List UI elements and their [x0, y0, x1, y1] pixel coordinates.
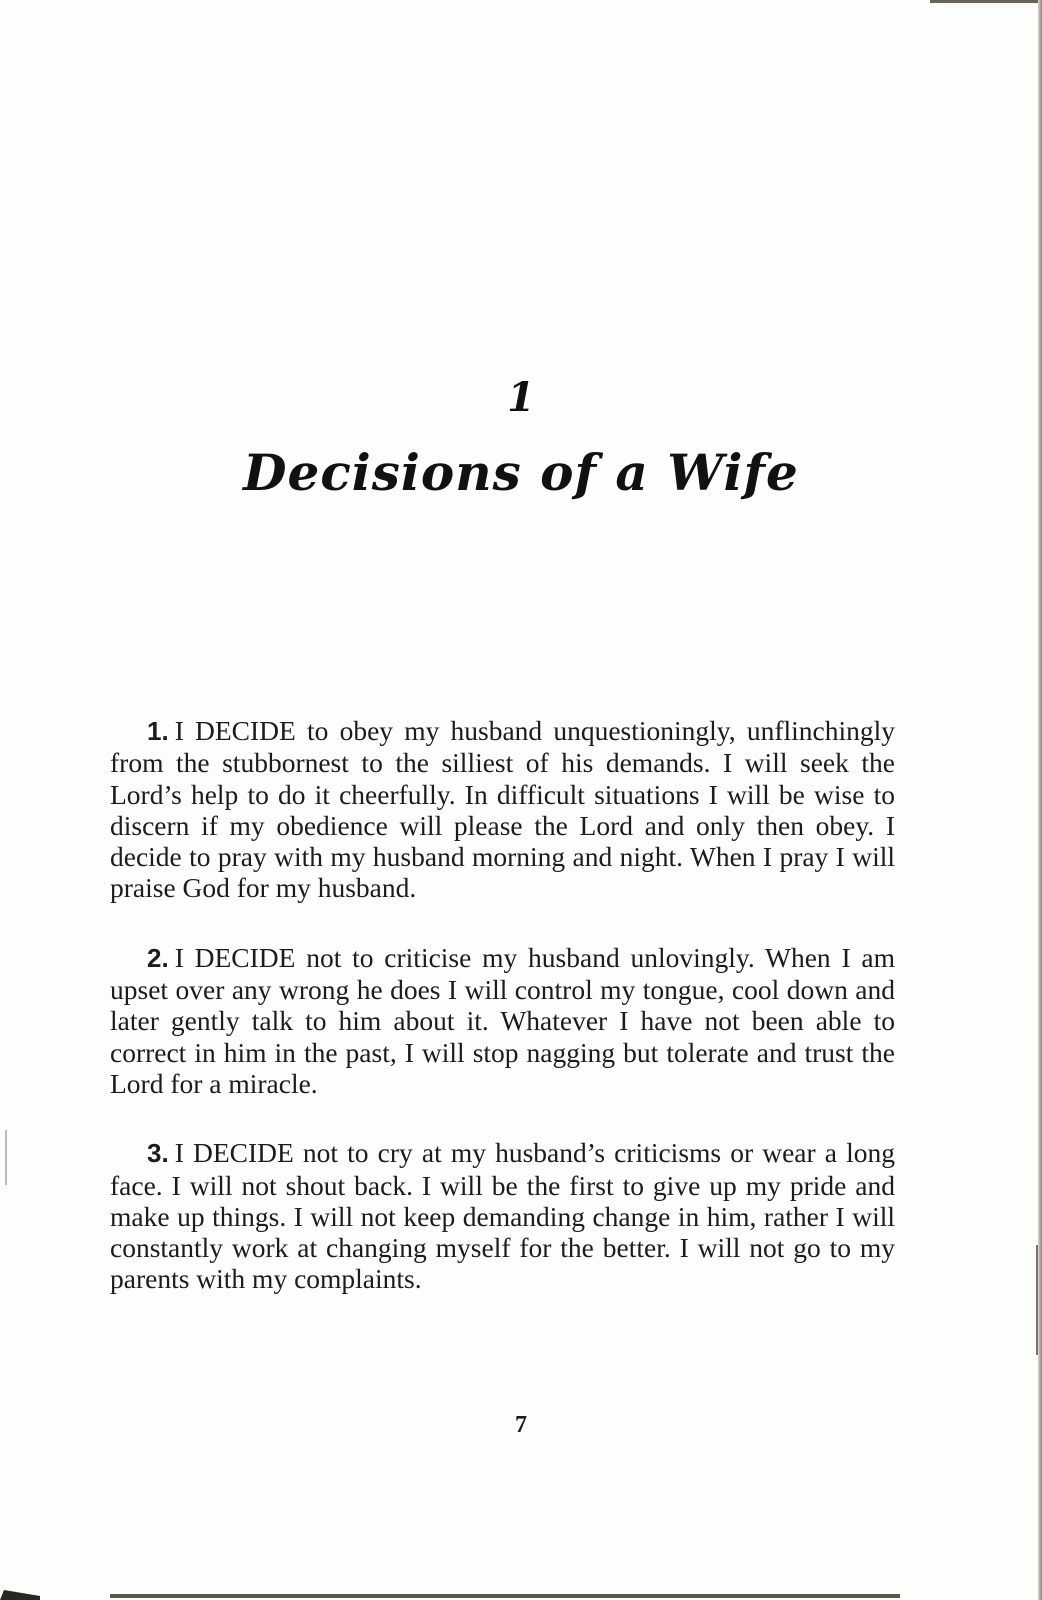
page-number: 7: [515, 1412, 527, 1438]
paragraph-1: [110, 715, 895, 904]
scan-edge-mark-right: [1036, 1245, 1038, 1355]
scan-edge-mark-left: [5, 1130, 7, 1185]
scan-edge-right: [1038, 0, 1042, 1600]
paragraph-2: [110, 942, 895, 1099]
chapter-number: 1: [507, 374, 535, 421]
paragraph-text: I DECIDE not to cry at my husband’s criticisms or wear a long face. I will not shout back. I will be the first to give up my pride and make up things. I will not keep demanding change in him, rather I will constantly work at changing myself for the better. I will not go to my parents with my complaints.: [110, 1137, 895, 1295]
paragraph-3: [110, 1137, 895, 1294]
chapter-title: Decisions of a Wife: [243, 443, 799, 502]
body-text: [110, 715, 895, 1333]
paragraph-text: I DECIDE not to criticise my husband unlovingly. When I am upset over any wrong he does I will control my tongue, cool down and later gently talk to him about it. Whatever I have not been able to correct in him in the past, I will stop nagging but tolerate and trust the Lord for a miracle.: [110, 941, 895, 1099]
paragraph-number: 3.: [147, 1138, 169, 1169]
paragraph-text: I DECIDE to obey my husband unquestioningly, unflinchingly from the stubbornest to the silliest of his demands. I will seek the Lord’s help to do it cheerfully. In difficult situations I will be wise to discern if my obedience will please the Lord and only then obey. I decide to pray with my husband morning and night. When I pray I will praise God for my husband.: [110, 715, 895, 904]
paragraph-number: 2.: [147, 942, 169, 973]
scan-edge-corner: [0, 1590, 40, 1600]
paragraph-number: 1.: [147, 716, 169, 746]
scan-edge-top: [930, 0, 1042, 3]
scan-edge-bottom: [110, 1594, 900, 1598]
